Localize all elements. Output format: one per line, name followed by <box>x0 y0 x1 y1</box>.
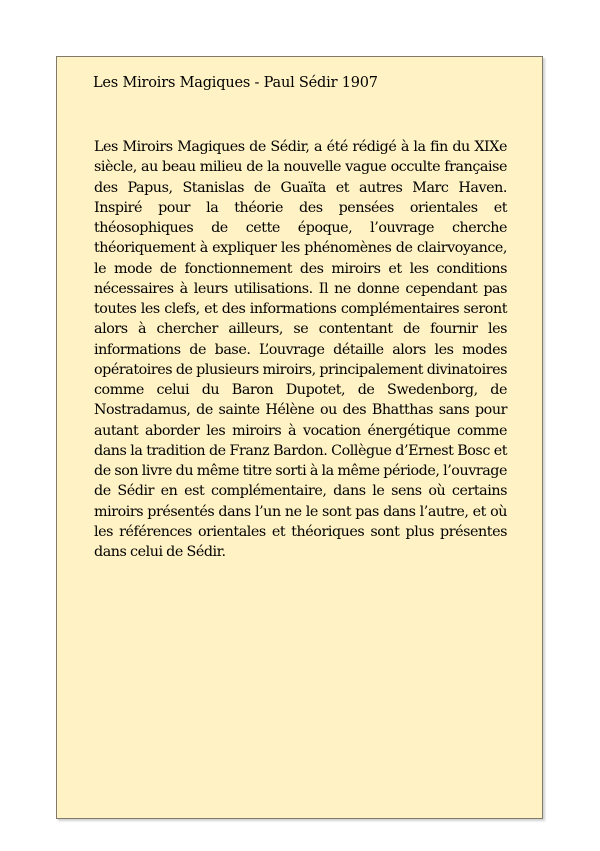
document-page <box>56 56 543 819</box>
document-body-paragraph: Les Miroirs Magiques de Sédir, a été rédigé à la fin du XIXe siècle, au beau milieu de la nouvelle vague occulte française des Papus, Stanislas de Guaïta et autres Marc Haven. Inspiré pour la théorie des pensées orientales et théosophiques de cette époque, l’ouvrage cherche théoriquement à expliquer les phénomènes de clairvoyance, le mode de fonctionnement des miroirs et les conditions nécessaires à leurs utilisations. Il ne donne cependant pas toutes les clefs, et des informations complémentaires seront alors à chercher ailleurs, se contentant de fournir les informations de base. L’ouvrage détaille alors les modes opératoires de plusieurs miroirs, principalement divinatoires comme celui du Baron Dupotet, de Swedenborg, de Nostradamus, de sainte Hélène ou des Bhatthas sans pour autant aborder les miroirs à vocation énergétique comme dans la tradition de Franz Bardon. Collègue d’Ernest Bosc et de son livre du même titre sorti à la même période, l’ouvrage de Sédir en est complémentaire, dans le sens où certains miroirs présentés dans l’un ne le sont pas dans l’autre, et où les références orientales et théoriques sont plus présentes dans celui de Sédir. <box>94 139 507 560</box>
document-title: Les Miroirs Magiques - Paul Sédir 1907 <box>93 75 378 91</box>
